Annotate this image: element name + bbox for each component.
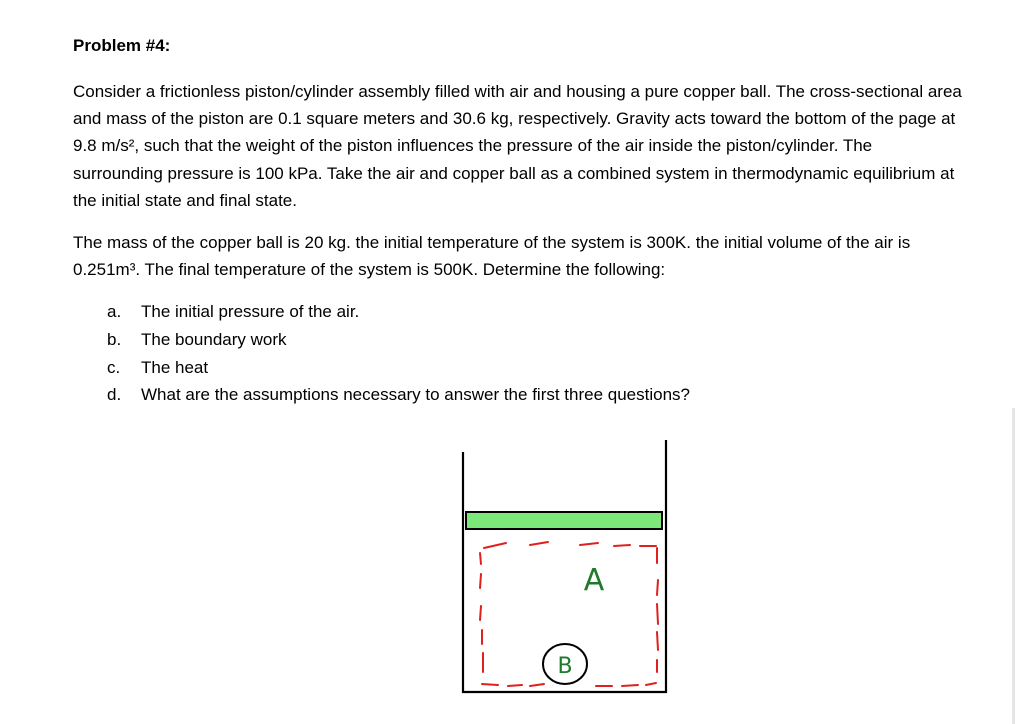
question-label: a. <box>107 302 122 322</box>
question-text: The boundary work <box>141 330 287 350</box>
question-label: d. <box>107 385 122 405</box>
question-text: The heat <box>141 357 209 377</box>
piston <box>466 512 662 529</box>
air-label: A <box>583 563 605 598</box>
problem-given-values: The mass of the copper ball is 20 kg. the initial temperature of the system is 300K. the initial volume of the air is 0.251m³. The final temperature of the system is 500K. Determine the following: <box>73 233 911 280</box>
problem-title: Problem #4: <box>73 36 171 55</box>
question-text: The initial pressure of the air. <box>141 302 360 322</box>
ball-label: B <box>557 654 573 679</box>
question-text: What are the assumptions necessary to answer the first three questions? <box>141 385 690 405</box>
question-label: c. <box>107 357 121 377</box>
page-edge-divider <box>1012 408 1015 724</box>
question-label: b. <box>107 330 122 350</box>
problem-description: Consider a frictionless piston/cylinder assembly filled with air and housing a pure copper ball. The cross-sectional area and mass of the piston are 0.1 square meters and 30.6 kg, respectively. Gravity acts toward the bottom of the page at 9.8 m/s², such that the weight of the piston influences the pressure of the air inside the piston/cylinder. The surrounding pressure is 100 kPa. Take the air and copper ball as a combined system in thermodynamic equilibrium at the initial state and final state. <box>73 82 962 210</box>
